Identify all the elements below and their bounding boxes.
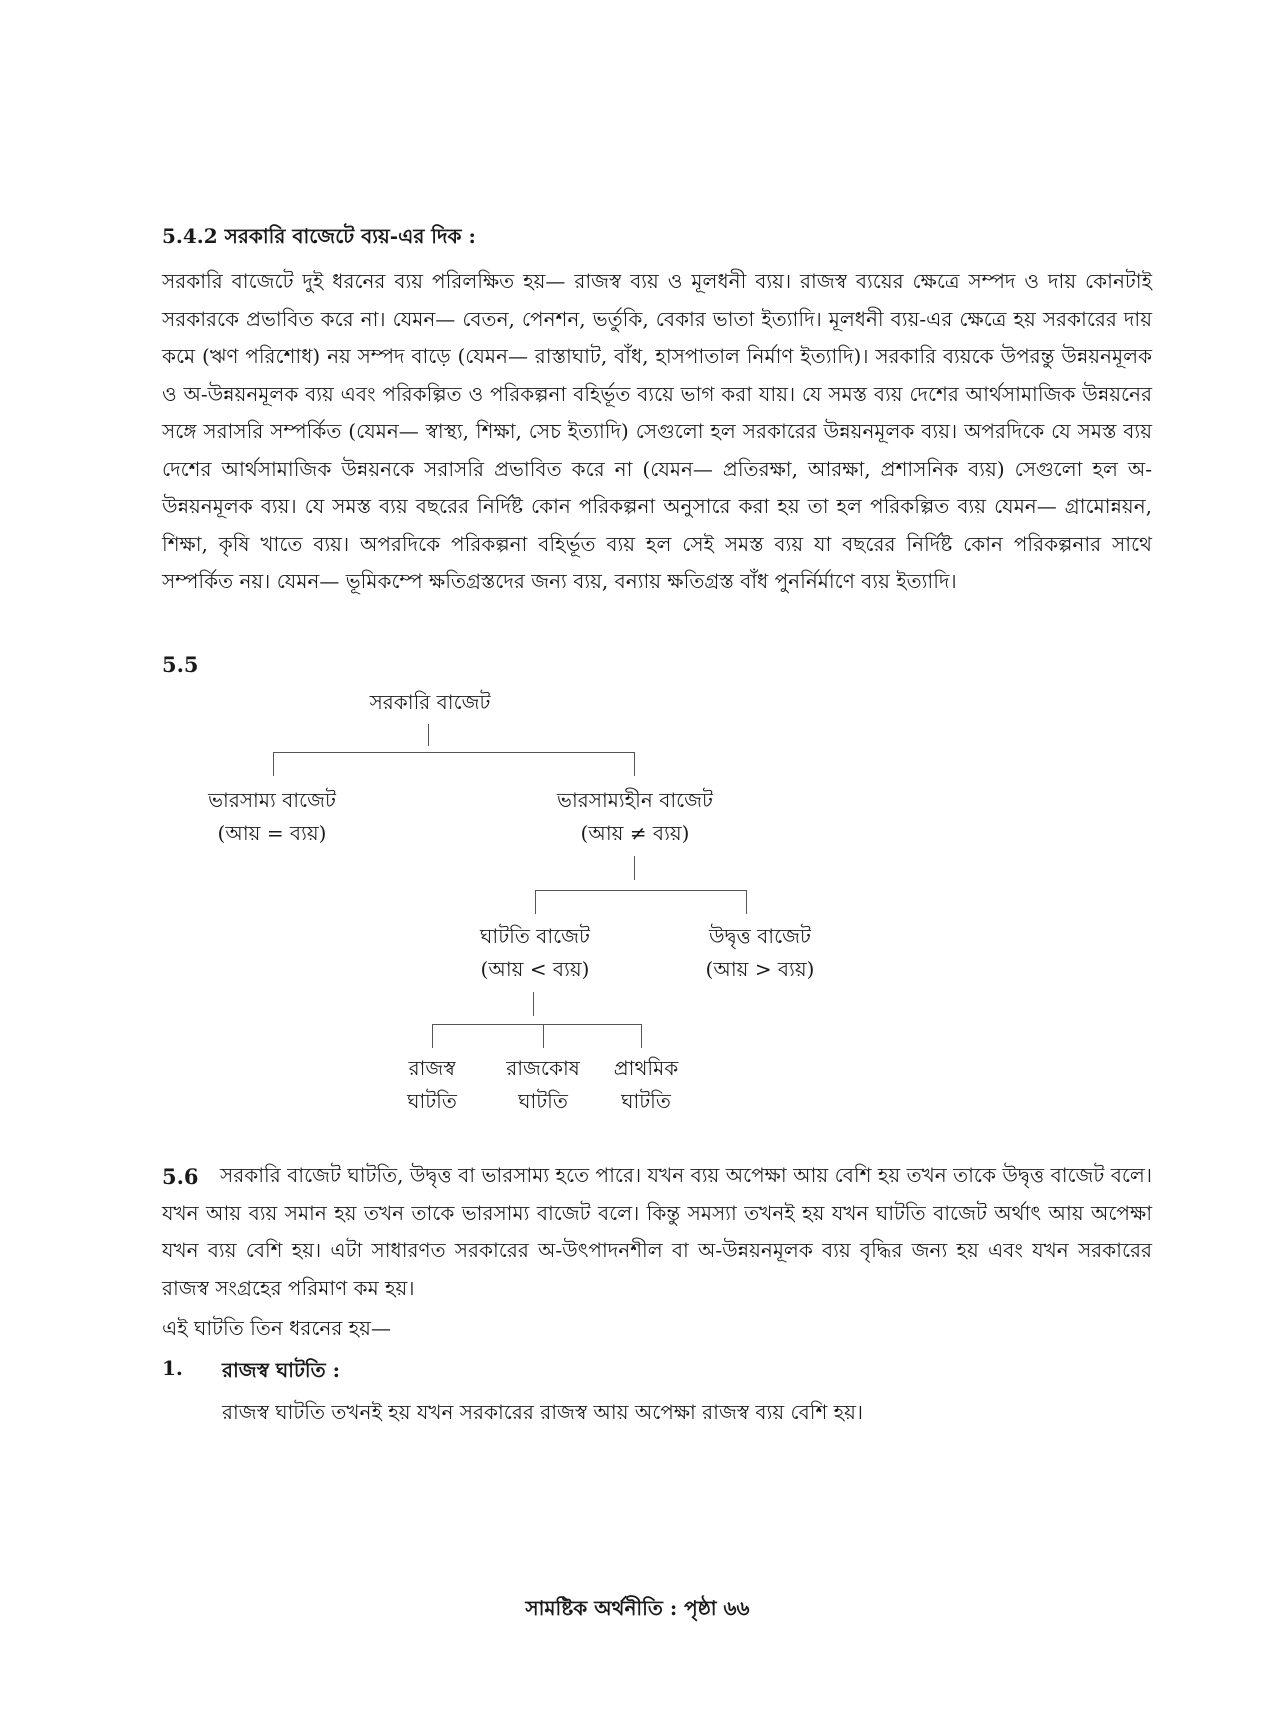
balanced-budget-label: ভারসাম্য বাজেট <box>208 788 336 812</box>
tree-connector <box>432 1024 642 1025</box>
primary-deficit-line1: প্রাথমিক <box>613 1056 679 1080</box>
tree-node-root <box>342 686 518 719</box>
tree-connector <box>273 752 274 776</box>
primary-deficit-line2: ঘাটতি <box>621 1089 671 1113</box>
section-number-5-6: 5.6 <box>162 1164 199 1189</box>
tree-node-primary-deficit <box>586 1052 706 1118</box>
tree-connector <box>535 890 536 914</box>
tree-node-surplus <box>660 920 860 986</box>
deficit-budget-formula: (আয় < ব্যয়) <box>480 957 590 981</box>
list-item-title: রাজস্ব ঘাটতি : <box>222 1358 340 1382</box>
list-item-body: রাজস্ব ঘাটতি তখনই হয় যখন সরকারের রাজস্ব আয় অপেক্ষা রাজস্ব ব্যয় বেশি হয়। <box>222 1400 864 1424</box>
tree-node-revenue-deficit <box>377 1052 487 1118</box>
tree-connector <box>634 856 635 880</box>
deficit-budget-label: ঘাটতি বাজেট <box>480 924 590 948</box>
section-paragraph-5-4-2: সরকারি বাজেটে দুই ধরনের ব্যয় পরিলক্ষিত হয়— রাজস্ব ব্যয় ও মূলধনী ব্যয়। রাজস্ব ব্যয়ের ক্ষেত্রে সম্পদ ও দায় কোনটাই সরকারকে প্রভাবিত করে না। যেমন— বেতন, পেনশন, ভর্তুকি, বেকার ভাতা ইত্যাদি। মূলধনী ব্যয়-এর ক্ষেত্রে হয় সরকারের দায় কমে (ঋণ পরিশোধ) নয় সম্পদ বাড়ে (যেমন— রাস্তাঘাট, বাঁধ, হাসপাতাল নির্মাণ ইত্যাদি)। সরকারি ব্যয়কে উপরন্তু উন্নয়নমূলক ও অ-উন্নয়নমূলক ব্যয় এবং পরিকল্পিত ও পরিকল্পনা বহির্ভূত ব্যয়ে ভাগ করা যায়। যে সমস্ত ব্যয় দেশের আর্থসামাজিক উন্নয়নের সঙ্গে সরাসরি সম্পর্কিত (যেমন— স্বাস্থ্য, শিক্ষা, সেচ ইত্যাদি) সেগুলো হল সরকারের উন্নয়নমূলক ব্যয়। অপরদিকে যে সমস্ত ব্যয় দেশের আর্থসামাজিক উন্নয়নকে সরাসরি প্রভাবিত করে না (যেমন— প্রতিরক্ষা, আরক্ষা, প্রশাসনিক ব্যয়) সেগুলো হল অ-উন্নয়নমূলক ব্যয়। যে সমস্ত ব্যয় বছরের নির্দিষ্ট কোন পরিকল্পনা অনুসারে করা হয় তা হল পরিকল্পিত ব্যয় যেমন— গ্রামোন্নয়ন, শিক্ষা, কৃষি খাতে ব্যয়। অপরদিকে পরিকল্পনা বহির্ভূত ব্যয় হল সেই সমস্ত ব্যয় যা বছরের নির্দিষ্ট কোন পরিকল্পনার সাথে সম্পর্কিত নয়। যেমন— ভূমিকম্পে ক্ষতিগ্রস্তদের জন্য ব্যয়, বন্যায় ক্ষতিগ্রস্ত বাঁধ পুনর্নির্মাণে ব্যয় ইত্যাদি। <box>162 269 1152 593</box>
tree-connector <box>428 724 429 746</box>
tree-connector <box>273 752 635 753</box>
unbalanced-budget-formula: (আয় ≠ ব্যয়) <box>580 821 690 845</box>
tree-connector <box>746 890 747 914</box>
tree-connector <box>634 752 635 776</box>
tree-node-balanced <box>162 784 382 850</box>
section-paragraph-5-6: সরকারি বাজেট ঘাটতি, উদ্বৃত্ত বা ভারসাম্য হতে পারে। যখন ব্যয় অপেক্ষা আয় বেশি হয় তখন তাকে উদ্বৃত্ত বাজেট বলে। যখন আয় ব্যয় সমান হয় তখন তাকে ভারসাম্য বাজেট বলে। কিন্তু সমস্যা তখনই হয় যখন ঘাটতি বাজেট অর্থাৎ আয় অপেক্ষা যখন ব্যয় বেশি হয়। এটা সাধারণত সরকারের অ-উৎপাদনশীল বা অ-উন্নয়নমূলক ব্যয় বৃদ্ধির জন্য হয় এবং যখন সরকারের রাজস্ব সংগ্রহের পরিমাণ কম হয়। <box>162 1163 1152 1300</box>
section-heading-5-4-2: 5.4.2 সরকারি বাজেটে ব্যয়-এর দিক : <box>162 224 476 248</box>
revenue-deficit-line2: ঘাটতি <box>407 1089 457 1113</box>
tree-connector <box>641 1024 642 1048</box>
root-label: সরকারি বাজেট <box>369 690 491 714</box>
fiscal-deficit-line1: রাজকোষ <box>506 1056 580 1080</box>
section-number-5-5: 5.5 <box>162 652 199 677</box>
surplus-budget-label: উদ্বৃত্ত বাজেট <box>709 924 811 948</box>
tree-connector <box>432 1024 433 1048</box>
surplus-budget-formula: (আয় > ব্যয়) <box>705 957 815 981</box>
page-footer: সামষ্টিক অর্থনীতি : পৃষ্ঠা ৬৬ <box>525 1596 750 1620</box>
tree-node-unbalanced <box>520 784 750 850</box>
fiscal-deficit-line2: ঘাটতি <box>518 1089 568 1113</box>
tree-connector <box>535 890 747 891</box>
tree-node-fiscal-deficit <box>483 1052 603 1118</box>
tree-node-deficit <box>430 920 640 986</box>
revenue-deficit-line1: রাজস্ব <box>408 1056 456 1080</box>
tree-connector <box>543 1024 544 1048</box>
tree-connector <box>533 992 534 1016</box>
unbalanced-budget-label: ভারসাম্যহীন বাজেট <box>557 788 713 812</box>
deficit-types-intro: এই ঘাটতি তিন ধরনের হয়— <box>162 1316 391 1340</box>
balanced-budget-formula: (আয় = ব্যয়) <box>217 821 327 845</box>
list-item-number: 1. <box>162 1356 183 1380</box>
